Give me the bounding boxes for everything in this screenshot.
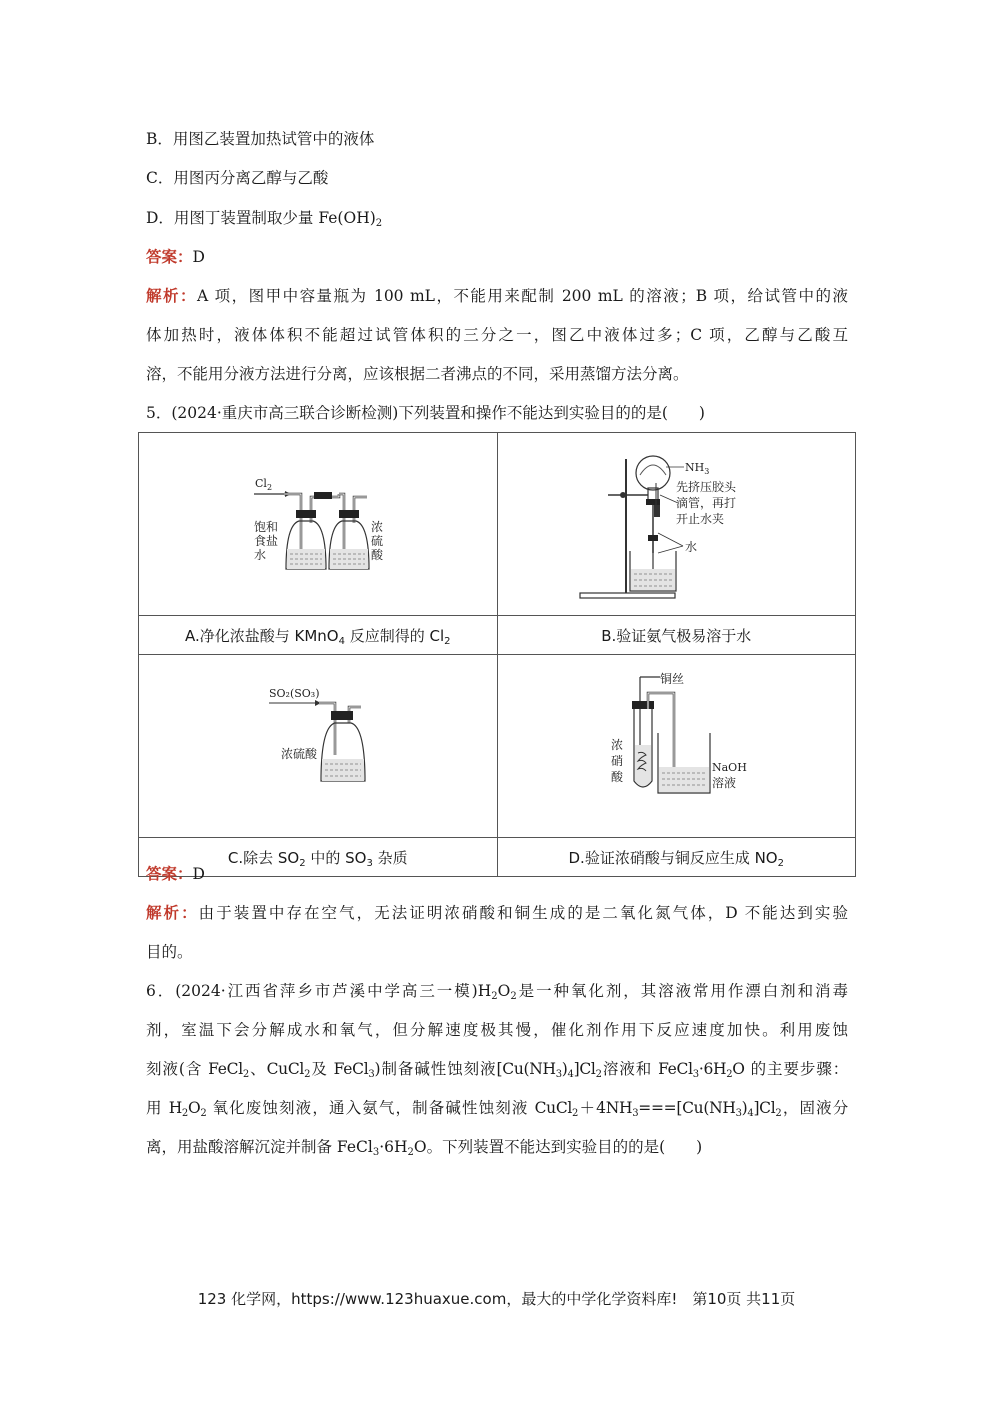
option-b: B．用图乙装置加热试管中的液体 xyxy=(146,130,375,148)
svg-text:NaOH: NaOH xyxy=(711,761,747,774)
figure-a-caption: A.净化浓盐酸与 KMnO$_4$ 反应制得的 $Cl_2$ xyxy=(139,616,498,655)
option-c: C．用图丙分离乙醇与乙酸 xyxy=(146,169,329,187)
svg-text:饱和: 饱和 xyxy=(254,520,279,534)
question-6-line-4: 用 $H_2O_2$ 氧化废蚀刻液，通入氨气，制备碱性蚀刻液 $CuCl_2+4NH_3===[Cu(NH_3)_4]Cl_2$，固液分 xyxy=(146,1099,848,1119)
figure-c-gas-washing-bottle xyxy=(139,655,497,813)
figure-a-cell xyxy=(139,433,498,616)
svg-text:水: 水 xyxy=(684,540,697,554)
figure-c-caption: C.除去 $SO_2$ 中的 $SO_3$ 杂质 xyxy=(139,838,498,877)
figure-a-gas-washing-bottles xyxy=(139,433,497,615)
figure-d-caption: D.验证浓硝酸与铜反应生成 $NO_2$ xyxy=(497,838,856,877)
figure-d-copper-nitric-acid xyxy=(498,655,856,813)
figure-a-gas-label: $Cl_2$ xyxy=(255,477,273,492)
analysis-4-line-2: 体加热时，液体体积不能超过试管体积的三分之一，图乙中液体过多；C 项，乙醇与乙酸互 xyxy=(146,326,848,344)
svg-text:酸: 酸 xyxy=(371,548,384,562)
svg-text:开止水夹: 开止水夹 xyxy=(675,512,724,526)
figure-d-cell xyxy=(497,655,856,838)
svg-text:食盐: 食盐 xyxy=(254,534,279,548)
question-6-line-3: 刻液(含 FeCl$_2$、CuCl$_2$及 FeCl$_3$)制备碱性蚀刻液$[Cu(NH_3)_4]Cl_2$溶液和 $FeCl_3\cdot 6H_2O$ 的主要步骤： xyxy=(146,1060,848,1080)
svg-text:硝: 硝 xyxy=(610,754,623,768)
svg-text:浓: 浓 xyxy=(610,738,623,752)
svg-text:浓硫酸: 浓硫酸 xyxy=(281,747,318,761)
question-6-line-5: 离，用盐酸溶解沉淀并制备 $FeCl_3\cdot 6H_2O$。下列装置不能达到实验目的的是( ) xyxy=(146,1138,703,1158)
figure-b-caption: B.验证氨气极易溶于水 xyxy=(497,616,856,655)
figure-b-cell xyxy=(497,433,856,616)
analysis-4-line-1: 解析：A 项，图甲中容量瓶为 100 mL，不能用来配制 200 mL 的溶液；B 项，给试管中的液 xyxy=(146,286,848,305)
analysis-5-line-2: 目的。 xyxy=(146,943,193,961)
svg-text:浓: 浓 xyxy=(371,520,384,534)
question-6-line-2: 剂，室温下会分解成水和氧气，但分解速度极其慢，催化剂作用下反应速度加快。利用废蚀 xyxy=(146,1021,848,1039)
analysis-4-line-3: 溶，不能用分液方法进行分离，应该根据二者沸点的不同，采用蒸馏方法分离。 xyxy=(146,365,689,383)
figure-b-fountain-experiment xyxy=(498,433,856,615)
option-d: D．用图丁装置制取少量 $Fe(OH)_2$ xyxy=(146,209,383,229)
answer-4: 答案：D xyxy=(146,247,205,266)
svg-text:水: 水 xyxy=(254,548,267,562)
svg-text:铜丝: 铜丝 xyxy=(659,672,684,686)
answer-5: 答案：D xyxy=(146,864,205,883)
question-6-line-1: 6．(2024·江西省萍乡市芦溪中学高三一模)$H_2O_2$是一种氧化剂，其溶液常用作漂白剂和消毒 xyxy=(146,982,848,1002)
svg-text:硫: 硫 xyxy=(371,534,384,548)
svg-text:溶液: 溶液 xyxy=(711,776,736,790)
svg-text:先挤压胶头: 先挤压胶头 xyxy=(675,480,736,494)
figure-c-gas-label: SO₂(SO₃) xyxy=(269,687,320,700)
figure-b-gas-label: $NH_3$ xyxy=(684,461,709,476)
analysis-5-line-1: 解析：由于装置中存在空气，无法证明浓硝酸和铜生成的是二氧化氮气体，D 不能达到实验 xyxy=(146,903,848,922)
page-footer: 123 化学网，https://www.123huaxue.com，最大的中学化学资料库! 第10页 共11页 xyxy=(197,1290,796,1308)
question-5-stem: 5．(2024·重庆市高三联合诊断检测)下列装置和操作不能达到实验目的的是( ) xyxy=(146,404,705,422)
figure-c-cell xyxy=(139,655,498,838)
svg-text:滴管，再打: 滴管，再打 xyxy=(675,496,736,510)
svg-text:酸: 酸 xyxy=(610,770,623,784)
question-5-figure-table xyxy=(138,432,856,877)
